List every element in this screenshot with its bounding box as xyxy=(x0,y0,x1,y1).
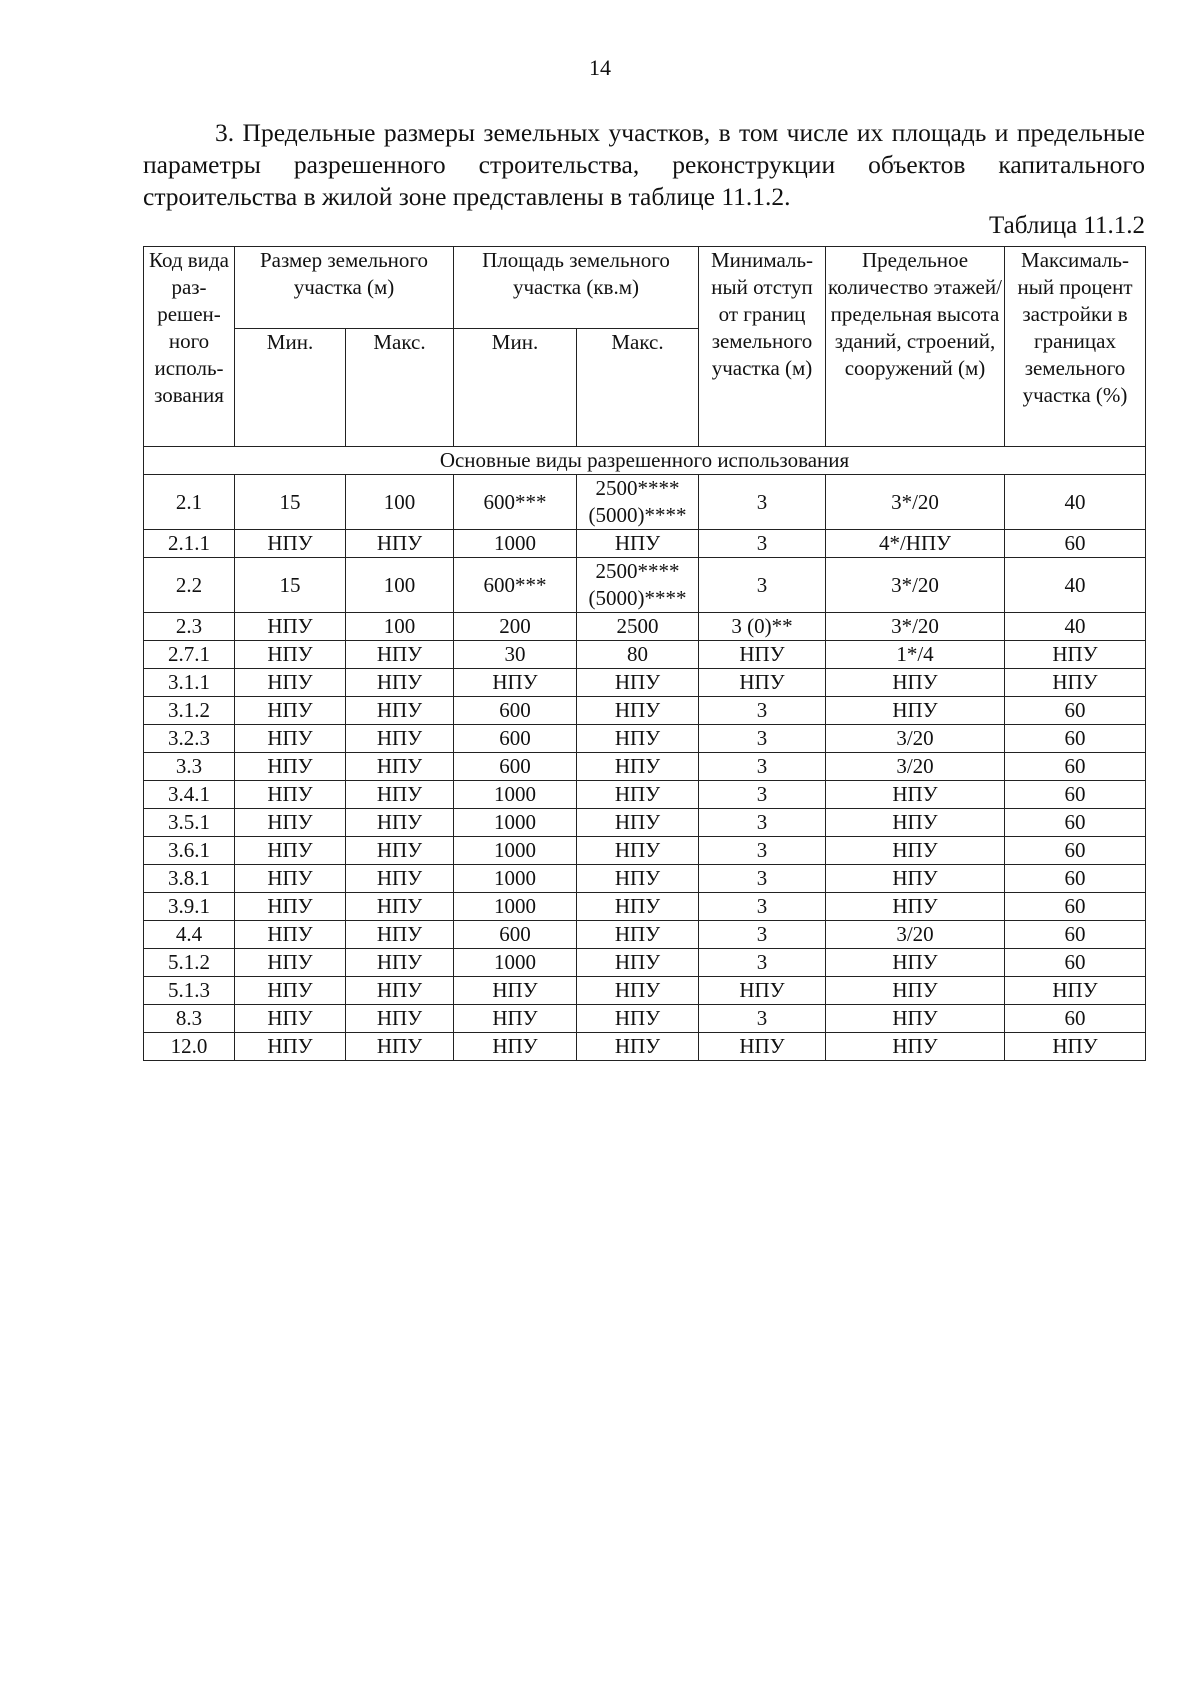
cell-size-min: 15 xyxy=(235,558,346,613)
cell-setback: НПУ xyxy=(699,977,826,1005)
cell-size-min: НПУ xyxy=(235,725,346,753)
cell-size-max: НПУ xyxy=(346,921,454,949)
cell-coverage: 60 xyxy=(1005,697,1146,725)
cell-size-min: НПУ xyxy=(235,893,346,921)
cell-code: 3.1.1 xyxy=(144,669,235,697)
table-row xyxy=(144,753,1146,781)
cell-floors: НПУ xyxy=(826,809,1005,837)
cell-floors: 3*/20 xyxy=(826,558,1005,613)
cell-code: 4.4 xyxy=(144,921,235,949)
cell-size-min: НПУ xyxy=(235,949,346,977)
cell-size-min: НПУ xyxy=(235,781,346,809)
cell-size-min: НПУ xyxy=(235,669,346,697)
cell-area-min: 600*** xyxy=(454,475,577,530)
cell-coverage: НПУ xyxy=(1005,641,1146,669)
cell-size-max: НПУ xyxy=(346,725,454,753)
table-row xyxy=(144,977,1146,1005)
cell-coverage: 60 xyxy=(1005,865,1146,893)
cell-size-min: НПУ xyxy=(235,865,346,893)
cell-floors: 4*/НПУ xyxy=(826,530,1005,558)
header-size-group: Размер земельного участка (м) xyxy=(235,247,454,329)
cell-floors: НПУ xyxy=(826,977,1005,1005)
cell-code: 3.6.1 xyxy=(144,837,235,865)
cell-code: 3.4.1 xyxy=(144,781,235,809)
cell-area-max: НПУ xyxy=(577,921,699,949)
land-parameters-table xyxy=(143,246,1146,1061)
cell-setback: НПУ xyxy=(699,641,826,669)
cell-floors: 3/20 xyxy=(826,753,1005,781)
header-code: Код вида раз-решен-ного исполь-зования xyxy=(144,247,235,447)
cell-floors: НПУ xyxy=(826,1005,1005,1033)
cell-size-min: НПУ xyxy=(235,613,346,641)
cell-floors: НПУ xyxy=(826,837,1005,865)
cell-setback: 3 xyxy=(699,530,826,558)
table-row xyxy=(144,725,1146,753)
cell-area-min: 1000 xyxy=(454,837,577,865)
cell-area-max: 80 xyxy=(577,641,699,669)
cell-floors: 3*/20 xyxy=(826,613,1005,641)
table-row xyxy=(144,949,1146,977)
cell-size-min: НПУ xyxy=(235,977,346,1005)
cell-setback: 3 xyxy=(699,697,826,725)
cell-area-max: НПУ xyxy=(577,809,699,837)
header-floors: Предельное количество этажей/ предельная высота зданий, строений, сооружений (м) xyxy=(826,247,1005,447)
cell-code: 2.1 xyxy=(144,475,235,530)
cell-area-min: НПУ xyxy=(454,977,577,1005)
cell-area-max: НПУ xyxy=(577,781,699,809)
table-row xyxy=(144,475,1146,530)
cell-code: 3.8.1 xyxy=(144,865,235,893)
cell-area-max: НПУ xyxy=(577,669,699,697)
cell-size-min: НПУ xyxy=(235,837,346,865)
cell-area-min: 600*** xyxy=(454,558,577,613)
cell-coverage: НПУ xyxy=(1005,1033,1146,1061)
cell-size-max: 100 xyxy=(346,558,454,613)
cell-code: 5.1.2 xyxy=(144,949,235,977)
table-row xyxy=(144,558,1146,613)
cell-setback: 3 xyxy=(699,558,826,613)
cell-setback: 3 xyxy=(699,837,826,865)
cell-size-max: НПУ xyxy=(346,977,454,1005)
header-setback: Минималь-ный отступ от границ земельного участка (м) xyxy=(699,247,826,447)
cell-code: 5.1.3 xyxy=(144,977,235,1005)
cell-floors: НПУ xyxy=(826,1033,1005,1061)
cell-size-min: НПУ xyxy=(235,641,346,669)
section-title: Основные виды разрешенного использования xyxy=(144,447,1146,475)
cell-area-max: НПУ xyxy=(577,753,699,781)
cell-area-min: 1000 xyxy=(454,949,577,977)
cell-coverage: 60 xyxy=(1005,809,1146,837)
cell-coverage: НПУ xyxy=(1005,977,1146,1005)
cell-area-min: 200 xyxy=(454,613,577,641)
cell-setback: 3 xyxy=(699,893,826,921)
cell-floors: НПУ xyxy=(826,865,1005,893)
cell-setback: 3 xyxy=(699,949,826,977)
cell-area-max: НПУ xyxy=(577,865,699,893)
cell-size-min: НПУ xyxy=(235,921,346,949)
cell-code: 3.2.3 xyxy=(144,725,235,753)
cell-floors: НПУ xyxy=(826,893,1005,921)
cell-code: 3.1.2 xyxy=(144,697,235,725)
cell-size-max: 100 xyxy=(346,613,454,641)
cell-coverage: 60 xyxy=(1005,921,1146,949)
cell-setback: 3 xyxy=(699,725,826,753)
cell-coverage: 40 xyxy=(1005,475,1146,530)
cell-code: 2.1.1 xyxy=(144,530,235,558)
cell-setback: 3 xyxy=(699,475,826,530)
cell-setback: 3 xyxy=(699,809,826,837)
cell-coverage: 40 xyxy=(1005,558,1146,613)
cell-size-min: НПУ xyxy=(235,809,346,837)
cell-area-max: НПУ xyxy=(577,1005,699,1033)
table-row xyxy=(144,781,1146,809)
cell-size-max: НПУ xyxy=(346,837,454,865)
table-row xyxy=(144,613,1146,641)
cell-size-min: 15 xyxy=(235,475,346,530)
cell-setback: 3 xyxy=(699,781,826,809)
cell-setback: 3 xyxy=(699,1005,826,1033)
cell-area-min: НПУ xyxy=(454,669,577,697)
cell-area-min: 1000 xyxy=(454,893,577,921)
cell-area-min: 600 xyxy=(454,725,577,753)
table-row xyxy=(144,1005,1146,1033)
cell-area-max: НПУ xyxy=(577,725,699,753)
cell-size-max: НПУ xyxy=(346,949,454,977)
cell-floors: НПУ xyxy=(826,781,1005,809)
table-row xyxy=(144,921,1146,949)
cell-size-min: НПУ xyxy=(235,697,346,725)
cell-area-max: 2500 xyxy=(577,613,699,641)
cell-code: 2.2 xyxy=(144,558,235,613)
cell-size-max: НПУ xyxy=(346,753,454,781)
cell-setback: НПУ xyxy=(699,669,826,697)
cell-area-min: 1000 xyxy=(454,865,577,893)
table-row xyxy=(144,893,1146,921)
cell-area-min: 1000 xyxy=(454,781,577,809)
cell-size-max: НПУ xyxy=(346,781,454,809)
cell-code: 2.3 xyxy=(144,613,235,641)
cell-area-min: 1000 xyxy=(454,809,577,837)
cell-floors: НПУ xyxy=(826,669,1005,697)
cell-coverage: 60 xyxy=(1005,753,1146,781)
table-caption: Таблица 11.1.2 xyxy=(989,212,1145,239)
cell-area-min: 1000 xyxy=(454,530,577,558)
cell-coverage: 60 xyxy=(1005,837,1146,865)
page-number: 14 xyxy=(589,55,611,80)
cell-size-max: НПУ xyxy=(346,641,454,669)
cell-coverage: 60 xyxy=(1005,949,1146,977)
cell-area-max: НПУ xyxy=(577,1033,699,1061)
cell-code: 3.3 xyxy=(144,753,235,781)
header-size-max: Макс. xyxy=(346,329,454,447)
cell-setback: 3 xyxy=(699,921,826,949)
cell-area-min: 600 xyxy=(454,921,577,949)
cell-area-max: 2500**** (5000)**** xyxy=(577,475,699,530)
cell-area-max: 2500**** (5000)**** xyxy=(577,558,699,613)
cell-size-max: НПУ xyxy=(346,865,454,893)
cell-code: 8.3 xyxy=(144,1005,235,1033)
table-row xyxy=(144,865,1146,893)
cell-area-min: 600 xyxy=(454,753,577,781)
cell-area-max: НПУ xyxy=(577,697,699,725)
cell-coverage: 60 xyxy=(1005,725,1146,753)
cell-size-max: НПУ xyxy=(346,1033,454,1061)
cell-floors: НПУ xyxy=(826,697,1005,725)
cell-size-min: НПУ xyxy=(235,1033,346,1061)
cell-size-max: НПУ xyxy=(346,893,454,921)
cell-coverage: 60 xyxy=(1005,781,1146,809)
cell-setback: НПУ xyxy=(699,1033,826,1061)
table-row xyxy=(144,1033,1146,1061)
cell-setback: 3 xyxy=(699,753,826,781)
cell-size-max: НПУ xyxy=(346,809,454,837)
cell-setback: 3 xyxy=(699,865,826,893)
cell-size-max: НПУ xyxy=(346,669,454,697)
cell-area-max: НПУ xyxy=(577,949,699,977)
cell-code: 3.9.1 xyxy=(144,893,235,921)
cell-floors: 3/20 xyxy=(826,725,1005,753)
table-row xyxy=(144,669,1146,697)
table-row xyxy=(144,697,1146,725)
cell-setback: 3 (0)** xyxy=(699,613,826,641)
table-row xyxy=(144,809,1146,837)
cell-code: 12.0 xyxy=(144,1033,235,1061)
cell-size-min: НПУ xyxy=(235,753,346,781)
cell-area-max: НПУ xyxy=(577,837,699,865)
cell-area-min: 30 xyxy=(454,641,577,669)
cell-floors: 3*/20 xyxy=(826,475,1005,530)
cell-area-min: 600 xyxy=(454,697,577,725)
cell-area-min: НПУ xyxy=(454,1033,577,1061)
header-area-max: Макс. xyxy=(577,329,699,447)
header-area-group: Площадь земельного участка (кв.м) xyxy=(454,247,699,329)
cell-size-max: НПУ xyxy=(346,1005,454,1033)
table-row xyxy=(144,530,1146,558)
cell-coverage: 60 xyxy=(1005,1005,1146,1033)
table-row xyxy=(144,837,1146,865)
cell-size-min: НПУ xyxy=(235,1005,346,1033)
cell-floors: НПУ xyxy=(826,949,1005,977)
cell-area-max: НПУ xyxy=(577,530,699,558)
cell-size-max: НПУ xyxy=(346,697,454,725)
header-coverage: Максималь-ный процент застройки в границах земельного участка (%) xyxy=(1005,247,1146,447)
cell-size-min: НПУ xyxy=(235,530,346,558)
intro-paragraph: 3. Предельные размеры земельных участков, в том числе их площадь и предельные параметры разрешенного строительства, реконструкции объектов капитального строительства в жилой зоне представлены в таблице 11.1.2. xyxy=(143,118,1145,211)
header-area-min: Мин. xyxy=(454,329,577,447)
cell-coverage: НПУ xyxy=(1005,669,1146,697)
cell-area-min: НПУ xyxy=(454,1005,577,1033)
cell-coverage: 60 xyxy=(1005,530,1146,558)
cell-floors: 1*/4 xyxy=(826,641,1005,669)
cell-area-max: НПУ xyxy=(577,977,699,1005)
cell-size-max: 100 xyxy=(346,475,454,530)
cell-code: 2.7.1 xyxy=(144,641,235,669)
table-row xyxy=(144,641,1146,669)
header-size-min: Мин. xyxy=(235,329,346,447)
section-row xyxy=(144,447,1146,475)
cell-area-max: НПУ xyxy=(577,893,699,921)
cell-coverage: 60 xyxy=(1005,893,1146,921)
cell-code: 3.5.1 xyxy=(144,809,235,837)
cell-floors: 3/20 xyxy=(826,921,1005,949)
cell-size-max: НПУ xyxy=(346,530,454,558)
cell-coverage: 40 xyxy=(1005,613,1146,641)
